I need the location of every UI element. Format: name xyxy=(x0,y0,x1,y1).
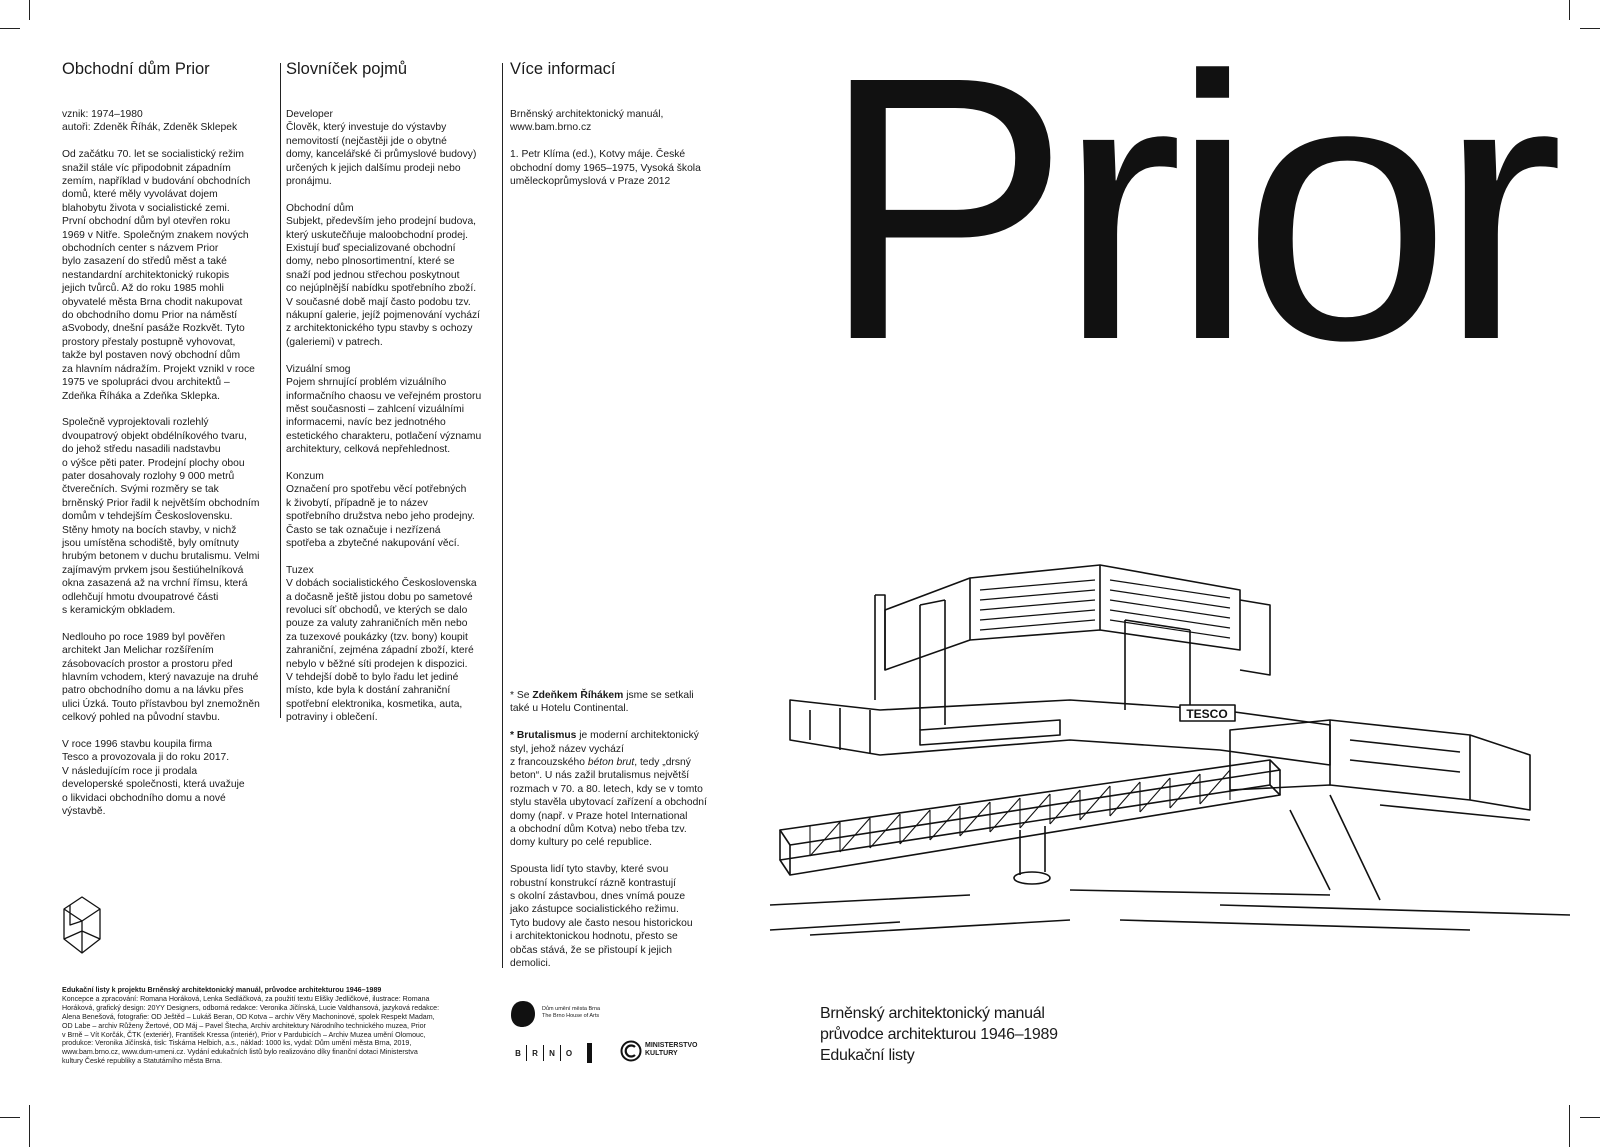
brno-logo xyxy=(510,1043,592,1063)
crop-mark xyxy=(1569,0,1570,20)
glossary-entry xyxy=(286,108,501,188)
glossary-definition: Člověk, který investuje do výstavby nemovitostí (nejčastěji jde o obytné domy, kancelářské či průmyslové budovy) určených k jejich dalšímu prodeji nebo pronájmu. xyxy=(286,122,477,188)
glossary-entry xyxy=(286,564,501,725)
manual-line: průvodce architekturou 1946–1989 xyxy=(820,1026,1058,1043)
footnote-bold: Zdeňkem Říhákem xyxy=(532,690,624,701)
glossary-entry xyxy=(286,363,501,457)
glossary-definition: Označení pro spotřebu věcí potřebných k živobytí, případně je to název spotřebního družstva nebo jeho prodejny. Často se tak označuje i nezřízená spotřeba a zbytečné nakupování věcí. xyxy=(286,484,475,549)
brno-letter: N xyxy=(549,1048,555,1058)
footnote-prefix: * Se xyxy=(510,690,533,701)
body-paragraph: V roce 1996 stavbu koupila firma Tesco a provozovala ji do roku 2017. V následujícím roce ji prodala developerské společnosti, která uvažuje o likvidaci obchodního domu a nové výstavbě. xyxy=(62,739,245,818)
glossary-definition: Subjekt, především jeho prodejní budova, který uskutečňuje maloobchodní prodej. Existují buď specializované obchodní domy, nebo plnosortimentní, které se snaží pod jednou střechou poskytnout co nejúplnější nabídku spotřebního zboží. V současné době mají často podobu tzv. nákupní galerie, jejíž pojmenování vychází z architektonického typu stavby s ochozy (galeriemi) v patrech. xyxy=(286,216,481,348)
body-paragraph: Od začátku 70. let se socialistický režim snažil stále víc připodobnit západním zemím, například v budování obchodních domů, které měly vyvolávat dojem blahobytu života v socialistické zemi. První obchodní dům byl otevřen roku 1969 v Nitře. Společným znakem nových obchodních center s názvem Prior bylo zasazení do středů měst a také nestandardní architektonický rukopis jejich tvůrců. Až do roku 1985 mohli obyvatelé města Brna chodit nakupovat do obchodního domu Prior na náměstí aSvobody, dnešní pasáže Rozkvět. Tyto prostory přestaly postupně vyhovovat, takže byl postaven nový obchodní dům za hlavním nádražím. Projekt vznikl v roce 1975 ve spolupráci dvou architektů – Zdeňka Říháka a Zdeňka Sklepka. xyxy=(62,149,255,402)
body-paragraph: Společně vyprojektovali rozlehlý dvoupatrový objekt obdélníkového tvaru, do jehož středu nasadili nadstavbu o výšce pěti pater. Prodejní plochy obou pater dosahovaly rozlohy 9 000 metrů čtverečních. Svými rozměry se tak brněnský Prior řadil k největším obchodním domům v tehdejším Československu. Stěny hmoty na bocích stavby, v nichž jsou umístěna schodiště, byly omítnuty hrubým betonem v duchu brutalismu. Velmi zajímavým prvkem jsou šestiúhelníková okna zasazená až na vrchní římsu, která odlehčují hmotu dvoupatrové části s keramickým obkladem. xyxy=(62,417,260,616)
crop-mark xyxy=(1580,1117,1600,1118)
credits-block xyxy=(62,986,472,1066)
glossary-entry xyxy=(286,202,501,349)
footnote-text: , tedy „drsný beton“. U nás zažil brutalismus největší rozmach v 70. a 80. letech, kdy se v tomto stylu stavěla ubytovací zařízení a obchodní domy (např. v Praze hotel International a obchodní dům Kotva) nebo třeba tzv. domy kultury po celé republice. xyxy=(510,757,707,849)
reference-item: Brněnský architektonický manuál, www.bam.brno.cz xyxy=(510,109,664,134)
credits-heading: Edukační listy k projektu Brněnský architektonický manuál, průvodce architekturou 1946–1989 xyxy=(62,986,382,994)
crop-mark xyxy=(29,1105,30,1147)
building-meta: vznik: 1974–1980 autoři: Zdeněk Říhák, Zdeněk Sklepek xyxy=(62,109,238,134)
column-divider xyxy=(502,63,503,968)
building-illustration xyxy=(770,560,1570,940)
crop-mark xyxy=(0,28,20,29)
heading-more-info: Více informací xyxy=(510,60,616,78)
footnote-text: jsme se setkali také u Hotelu Continental. xyxy=(510,690,694,715)
manual-line: Edukační listy xyxy=(820,1047,915,1064)
dum-umeni-logo-text: Dům umění města Brna The Brno House of Arts xyxy=(542,1006,601,1019)
brno-letter: R xyxy=(532,1048,538,1058)
ministry-logo-icon xyxy=(620,1040,642,1062)
manual-line: Brněnský architektonický manuál xyxy=(820,1005,1045,1022)
credits-body: Koncepce a zpracování: Romana Horáková, Lenka Sedláčková, za použití textu Elišky Jedličkové, ilustrace: Romana Horáková, grafický design: 20YY Designers, odborná redakce: Veronika Jičínská, Lucie Valdhansová, jazyková redakce: Alena Benešová, fotografie: OD Ještěd – Lukáš Beran, OD Kotva – archiv Věry Machoninové, spolek Respekt Madam, OD Labe – archiv Růženy Žertové, OD Máj – Pavel Štecha, Archiv architektury Národního technického muzea, Prior v Brně – Vít Korčák, ČTK (exteriér), František Kressa (interiér), Prior v Pardubicích – Archiv Muzea umění Olomouc, produkce: Veronika Jičínská, tisk: Tiskárna Helbich, a.s., náklad: 1000 ks, vydal: Dům umění města Brna, 2019, www.bam.brno.cz, www.dum-umeni.cz. Vydání edukačních listů bylo realizováno díky finanční dotaci Ministerstva kultury České republiky a Statutárního města Brna. xyxy=(62,994,440,1066)
dum-umeni-logo-icon xyxy=(510,1000,536,1028)
heading-building: Obchodní dům Prior xyxy=(62,60,210,78)
crop-mark xyxy=(29,0,30,20)
footnote-brutalism xyxy=(510,729,725,850)
glossary-term: Vizuální smog xyxy=(286,363,351,375)
footnote-bold: * Brutalismus xyxy=(510,730,577,742)
heading-glossary: Slovníček pojmů xyxy=(286,60,408,78)
page-title: Prior xyxy=(820,0,1552,418)
reference-item: 1. Petr Klíma (ed.), Kotvy máje. České obchodní domy 1965–1975, Vysoká škola uměleckoprůmyslová v Praze 2012 xyxy=(510,149,701,188)
brno-block xyxy=(587,1043,592,1063)
brno-letter: B xyxy=(515,1048,521,1058)
crop-mark xyxy=(1569,1105,1570,1147)
body-paragraph: Nedlouho po roce 1989 byl pověřen architekt Jan Melichar rozšířením zásobovacích prostor a prostoru před hlavním vchodem, který navazuje na druhé patro obchodního domu a na lávku přes ulici Úzká. Touto přístavbou byl znemožněn celkový pohled na původní stavbu. xyxy=(62,631,260,724)
ministry-logo-text: MINISTERSTVO KULTURY xyxy=(645,1042,698,1057)
crop-mark xyxy=(1580,28,1600,29)
footnote-italic: béton brut xyxy=(587,757,635,769)
column-divider xyxy=(280,63,281,718)
store-sign: TESCO xyxy=(1186,707,1228,721)
glossary-term: Developer xyxy=(286,109,333,120)
glossary-entry xyxy=(286,470,501,550)
footnote-text: je moderní architektonický styl, jehož název vychází z francouzského xyxy=(510,730,699,769)
glossary-term: Konzum xyxy=(286,470,324,482)
footnote-closing: Spousta lidí tyto stavby, které svou robustní konstrukcí rázně kontrastují s okolní zástavbou, dnes vnímá pouze jako zástupce socialistického režimu. Tyto budovy ale často nesou historickou i architektonickou hodnotu, přesto se občas stává, že se přistoupí k jejich demolici. xyxy=(510,864,693,970)
glossary-term: Tuzex xyxy=(286,564,314,576)
bam-logo-icon xyxy=(62,895,102,957)
glossary-definition: Pojem shrnující problém vizuálního informačního chaosu ve veřejném prostoru měst současnosti – zahlcení vizuálními informacemi, navíc bez jednotného estetického charakteru, potlačení významu architektury, celková nepřehlednost. xyxy=(286,377,482,456)
brno-letter: O xyxy=(565,1048,573,1058)
footnote-rihak xyxy=(510,689,725,716)
manual-title xyxy=(820,1003,1058,1066)
glossary-definition: V dobách socialistického Československa a dočasně ještě jistou dobu po sametové revoluci síť obchodů, ve kterých se dalo pouze za valuty zahraničních měn nebo za tuzexové poukázky (tzv. bony) koupit zahraniční, zejména západní zboží, které nebylo v běžné síti prodejen k dispozici. V tehdejší době to bylo řadu let jediné místo, kde byla k dostání zahraniční spotřební elektronika, kosmetika, auta, potraviny i oblečení. xyxy=(286,578,477,724)
glossary-term: Obchodní dům xyxy=(286,202,354,214)
crop-mark xyxy=(0,1117,20,1118)
